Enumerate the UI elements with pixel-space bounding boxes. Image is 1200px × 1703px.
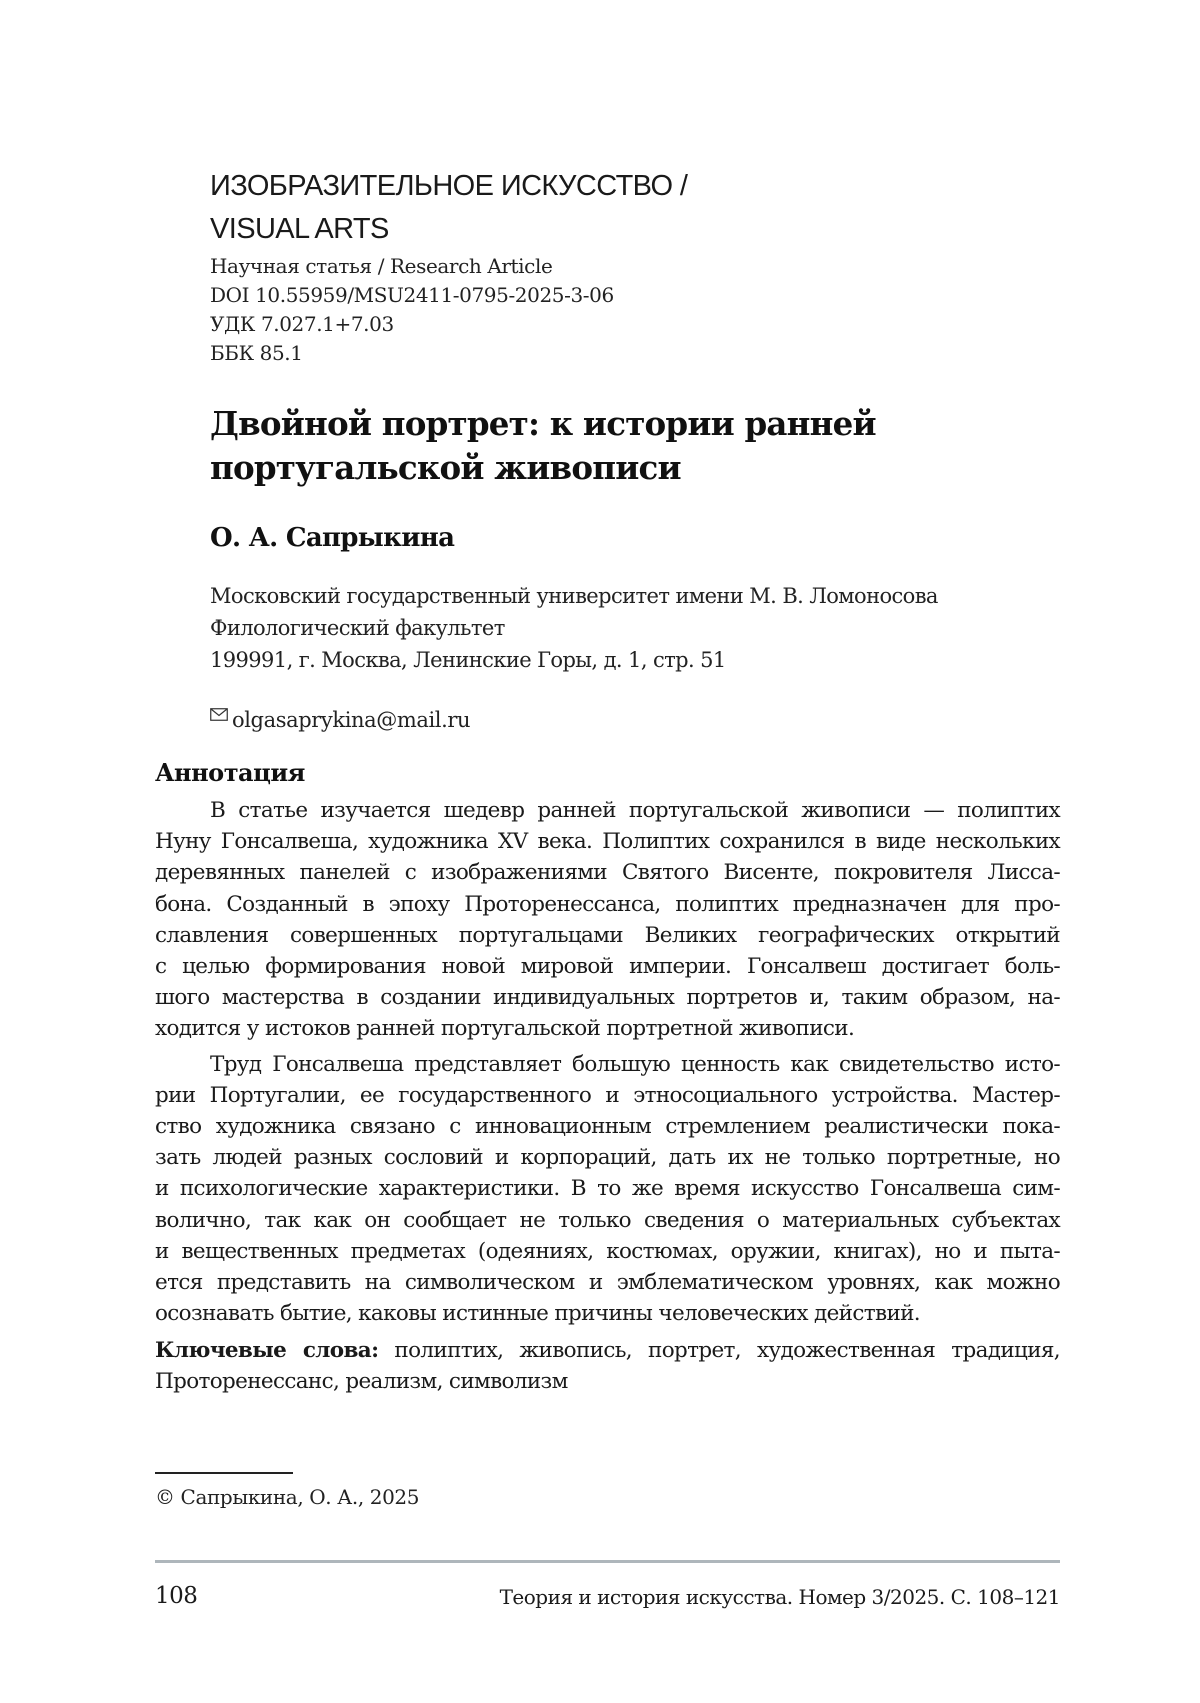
title-line: Двойной портрет: к истории ранней [210,404,876,443]
envelope-icon [210,699,228,712]
affiliation-address: 199991, г. Москва, Ленинские Горы, д. 1, стр. 51 [210,648,726,672]
keywords-line: Проторенессанс, реализм, символизм [155,1369,568,1395]
abstract-line: Труд Гонсалвеша представляет большую ценность как свидетельство исто- [210,1051,1060,1077]
article-type: Научная статья / Research Article [210,254,553,278]
abstract-line: деревянных панелей с изображениями Святого Висенте, покровителя Лисса- [155,860,1060,886]
page-number: 108 [155,1583,198,1609]
abstract-heading: Аннотация [155,758,305,787]
journal-citation: Теория и история искусства. Номер 3/2025. С. 108–121 [499,1585,1060,1609]
abstract-line: ется представить на символическом и эмблематическом уровнях, как можно [155,1270,1060,1296]
section-heading-line: VISUAL ARTS [210,213,389,245]
keywords-list: полиптих, живопись, портрет, художественная традиция, [394,1338,1060,1363]
abstract-line: и психологические характеристики. В то же время искусство Гонсалвеша сим- [155,1176,1060,1202]
doi: DOI 10.55959/MSU2411-0795-2025-3-06 [210,283,614,307]
abstract-line: с целью формирования новой мировой империи. Гонсалвеш достигает боль- [155,954,1060,980]
abstract-line: рии Португалии, ее государственного и этносоциального устройства. Мастер- [155,1082,1060,1108]
keywords-line [155,1335,1060,1366]
section-heading [210,165,687,251]
affiliation [210,580,938,676]
abstract-line: ство художника связано с инновационным стремлением реалистически пока- [155,1114,1060,1140]
keywords [155,1335,1060,1397]
abstract-line: славления совершенных португальцами Великих географических открытий [155,922,1060,948]
footnote-divider [155,1472,293,1474]
section-heading-line: ИЗОБРАЗИТЕЛЬНОЕ ИСКУССТВО / [210,170,688,202]
abstract-paragraph-2 [155,1049,1060,1330]
abstract-body [155,795,1060,1329]
bbk-code: ББК 85.1 [210,341,303,365]
abstract-line: волично, так как он сообщает не только сведения о материальных субъектах [155,1207,1060,1233]
abstract-line: бона. Созданный в эпоху Проторенессанса, полиптих предназначен для про- [155,891,1060,917]
abstract-line: ходится у истоков ранней португальской портретной живописи. [155,1016,855,1042]
abstract-line: В статье изучается шедевр ранней португальской живописи — полиптих [210,798,1060,823]
author-email-row [210,699,470,735]
article-title [210,402,876,490]
author-email[interactable]: olgasaprykina@mail.ru [232,708,471,732]
affiliation-university: Московский государственный университет имени М. В. Ломоносова [210,584,938,608]
article-metadata [210,252,614,368]
affiliation-faculty: Филологический факультет [210,616,505,640]
abstract-line: зать людей разных сословий и корпораций, дать их не только портретные, но [155,1145,1060,1171]
copyright-notice: © Сапрыкина, О. А., 2025 [155,1485,420,1509]
abstract-line: и вещественных предметах (одеяниях, костюмах, оружии, книгах), но и пыта- [155,1238,1060,1264]
keywords-label: Ключевые слова: [155,1338,379,1363]
abstract-line: Нуну Гонсалвеша, художника XV века. Полиптих сохранился в виде нескольких [155,829,1060,855]
title-line: португальской живописи [210,448,681,487]
udk-code: УДК 7.027.1+7.03 [210,312,394,336]
author-name: О. А. Сапрыкина [210,523,455,553]
abstract-line: осознавать бытие, каковы истинные причины человеческих действий. [155,1301,920,1327]
abstract-paragraph-1 [155,795,1060,1045]
footer-divider [155,1560,1060,1563]
abstract-line: шого мастерства в создании индивидуальных портретов и, таким образом, на- [155,985,1060,1011]
